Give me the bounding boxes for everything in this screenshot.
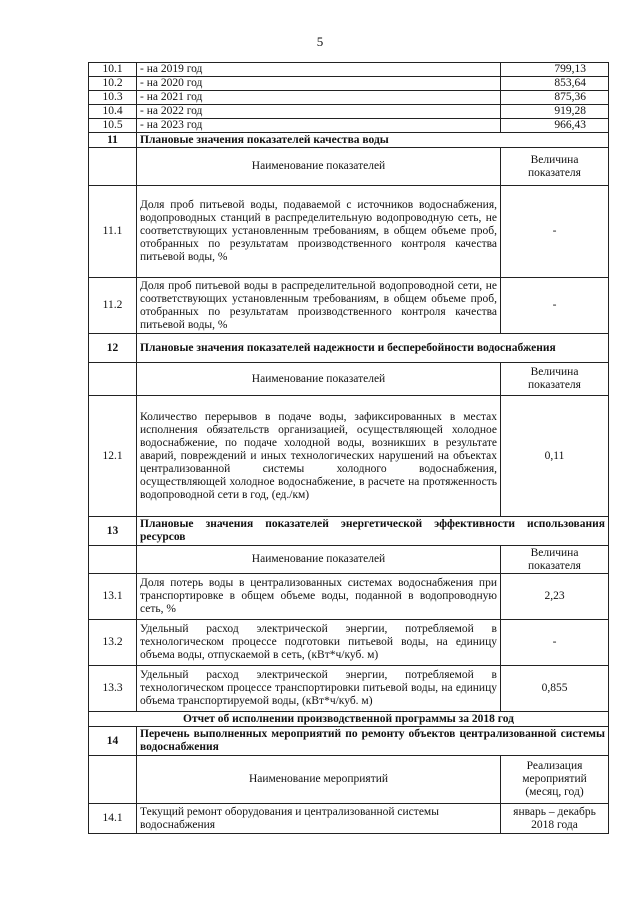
table-row [89,278,609,334]
section-heading-13 [89,517,609,546]
section-heading-14 [89,727,609,756]
row-label: - на 2022 год [137,105,501,119]
section-heading-11 [89,133,609,148]
section-title: Плановые значения показателей надежности и бесперебойности водоснабжения [137,334,609,363]
column-header-value: Величина показателя [501,546,609,574]
row-value: 0,11 [501,396,609,517]
row-number: 10.4 [89,105,137,119]
row-number: 10.5 [89,119,137,133]
section-title: Перечень выполненных мероприятий по ремонту объектов централизованной системы водоснабжения [137,727,609,756]
table-row [89,77,609,91]
row-number: 12.1 [89,396,137,517]
program-table [88,62,609,834]
row-text: Доля проб питьевой воды в распределительной водопроводной сети, не соответствующих установленным требованиям, в общем объеме проб, отобранных по результатам производственного контроля качества питьевой воды, % [137,278,501,334]
row-value: - [501,278,609,334]
section-heading-12 [89,334,609,363]
column-header-name: Наименование показателей [137,363,501,396]
row-number: 11.2 [89,278,137,334]
row-value: 919,28 [501,105,609,119]
table-row [89,105,609,119]
table-row [89,804,609,834]
column-header-row [89,148,609,186]
row-text: Количество перерывов в подаче воды, зафиксированных в местах исполнения обязательств организацией, осуществляющей холодное водоснабжение, по подаче холодной воды, возникших в результате аварий, повреждений и иных технологических нарушений на объектах централизованной системы холодного водоснабжения, осуществляющей холодное водоснабжение, в расчете на протяженность водопроводной сети в год, (ед./км) [137,396,501,517]
row-number: 14.1 [89,804,137,834]
column-header-value: Величина показателя [501,148,609,186]
row-value: 966,43 [501,119,609,133]
table-row [89,186,609,278]
page-number: 5 [316,34,324,49]
row-value: 2,23 [501,574,609,620]
row-number: 10.2 [89,77,137,91]
row-text: Доля потерь воды в централизованных системах водоснабжения при транспортировке в общем объеме воды, поданной в водопроводную сеть, % [137,574,501,620]
row-number: 13.3 [89,666,137,712]
row-number: 11.1 [89,186,137,278]
report-title: Отчет об исполнении производственной программы за 2018 год [89,712,609,727]
section-number: 14 [89,727,137,756]
row-value: 799,13 [501,63,609,77]
table-row [89,396,609,517]
column-header-value: Величина показателя [501,363,609,396]
section-number: 13 [89,517,137,546]
section-title: Плановые значения показателей качества воды [137,133,609,148]
table-row [89,620,609,666]
row-value: - [501,186,609,278]
section-title: Плановые значения показателей энергетической эффективности использования ресурсов [137,517,609,546]
column-header-name: Наименование мероприятий [137,756,501,804]
row-value: 0,855 [501,666,609,712]
row-number: 13.2 [89,620,137,666]
table-row [89,91,609,105]
column-header-value: Реализация мероприятий (месяц, год) [501,756,609,804]
row-text: Удельный расход электрической энергии, потребляемой в технологическом процессе подготовки питьевой воды, на единицу объема воды, отпускаемой в сеть, (кВт*ч/куб. м) [137,620,501,666]
table-row [89,119,609,133]
column-header-row [89,363,609,396]
row-value: январь – декабрь 2018 года [501,804,609,834]
section-number: 12 [89,334,137,363]
row-number: 10.1 [89,63,137,77]
row-label: - на 2023 год [137,119,501,133]
row-label: - на 2021 год [137,91,501,105]
row-text: Доля проб питьевой воды, подаваемой с источников водоснабжения, водопроводных станций в распределительную водопроводную сеть, не соответствующих установленным требованиям, в общем объеме проб, отобранных по результатам производственного контроля качества питьевой воды, % [137,186,501,278]
column-header-row [89,546,609,574]
row-value: 853,64 [501,77,609,91]
table-row [89,666,609,712]
row-text: Текущий ремонт оборудования и централизованной системы водоснабжения [137,804,501,834]
row-value: 875,36 [501,91,609,105]
column-header-name: Наименование показателей [137,148,501,186]
column-header-row [89,756,609,804]
row-number: 13.1 [89,574,137,620]
row-label: - на 2020 год [137,77,501,91]
table-row [89,63,609,77]
column-header-name: Наименование показателей [137,546,501,574]
section-number: 11 [89,133,137,148]
row-text: Удельный расход электрической энергии, потребляемой в технологическом процессе транспортировки питьевой воды, на единицу объема транспортируемой воды, (кВт*ч/куб. м) [137,666,501,712]
row-number: 10.3 [89,91,137,105]
report-title-row [89,712,609,727]
row-label: - на 2019 год [137,63,501,77]
row-value: - [501,620,609,666]
table-row [89,574,609,620]
